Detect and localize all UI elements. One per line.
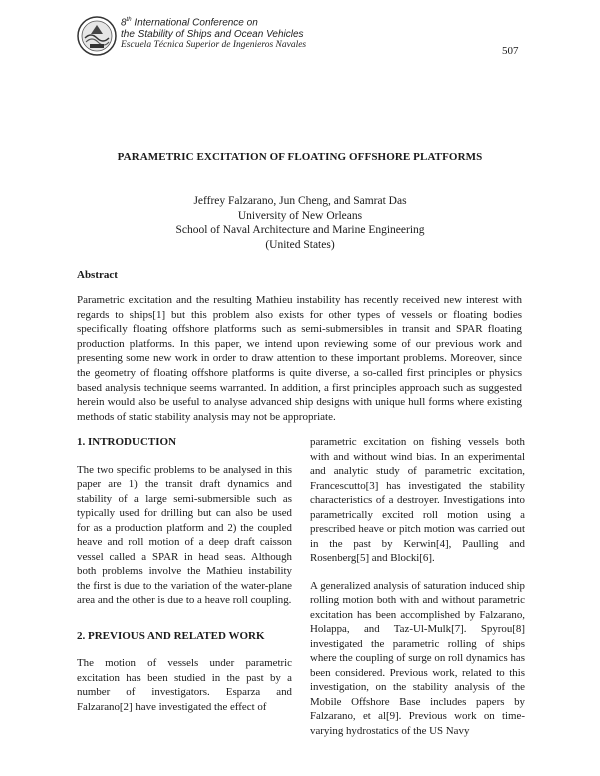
author-names: Jeffrey Falzarano, Jun Cheng, and Samrat Das <box>193 195 407 207</box>
page-number: 507 <box>502 45 519 57</box>
previous-work-paragraph: The motion of vessels under parametric excitation has been studied in the past by a number of investigators. Esparza and Falzarano[2] have investigated the effect of <box>77 657 292 713</box>
right-paragraph-1: parametric excitation on fishing vessels both with and without wind bias. In an experimental and analytic study of parametric excitation, Francescutto[3] has investigated the stability characteristics of a destroyer. Investigations into parametrically excited roll motion using a prescribed heave or pitch motion was carried out in the past by Kerwin[4], Paulling and Rosenberg[5] and Blocki[6]. <box>310 436 525 564</box>
author-block <box>0 194 600 252</box>
conference-number-suffix: th <box>126 17 132 23</box>
affiliation-university: University of New Orleans <box>237 209 363 222</box>
section-heading-previous-work: 2. PREVIOUS AND RELATED WORK <box>77 629 265 642</box>
conference-logo <box>77 16 117 56</box>
right-paragraph-2: A generalized analysis of saturation induced ship rolling motion both with and without parametric excitation has been accomplished by Falzarano, Holappa, and Taz-Ul-Mulk[7]. Spyrou[8] investigated the parametric rolling of ships where the coupling of surge on roll dynamics has been considered. Previous work, related to this investigation, on the stability analysis of the Mobile Offshore Base includes papers by Falzarano, et al[9]. Previous work on time-varying hydrostatics of the US Navy <box>310 579 525 737</box>
conference-header <box>121 15 306 52</box>
section-heading-introduction: 1. INTRODUCTION <box>77 436 177 448</box>
conference-line2: the Stability of Ships and Ocean Vehicles <box>121 28 304 40</box>
abstract-heading: Abstract <box>77 269 118 281</box>
paper-title: PARAMETRIC EXCITATION OF FLOATING OFFSHORE PLATFORMS <box>117 151 483 163</box>
left-column <box>77 435 292 714</box>
right-column <box>310 435 525 738</box>
introduction-paragraph: The two specific problems to be analysed in this paper are 1) the transit draft dynamics and stability of a large semi-submersible such as typically used for drilling but can also be used for as a production platform and 2) the coupled heave and roll motion of a deep draft caisson vessel called a SPAR in head seas. Although both problems involve the Mathieu instability the first is due to the variation of the water-plane area and the other is due to a heave roll coupling. <box>77 463 292 606</box>
affiliation-country: (United States) <box>265 238 335 251</box>
conference-line1: International Conference on <box>131 17 258 29</box>
conference-line3: Escuela Técnica Superior de Ingenieros Navales <box>121 40 307 51</box>
conference-number: 8 <box>121 17 127 29</box>
abstract-text: Parametric excitation and the resulting Mathieu instability has recently received new interest with regards to ships[1] but this problem also exists for other types of vessels or floating bodies specifically floating offshore platforms such as semi-submersibles in transit and SPAR floating production platforms. In this paper, we intend upon reviewing some of our previous work and presenting some new work in order to draw attention to these important problems. Moreover, since the geometry of floating offshore platforms is quite diverse, a so-called first principles or physics based analysis technique seems warranted. In addition, a first principles approach such as suggested herein would also be useful to analyse advanced ship designs with unique hull forms where existing methods of static stability analysis may not be appropriate. <box>77 294 522 423</box>
affiliation-school: School of Naval Architecture and Marine Engineering <box>175 224 425 236</box>
